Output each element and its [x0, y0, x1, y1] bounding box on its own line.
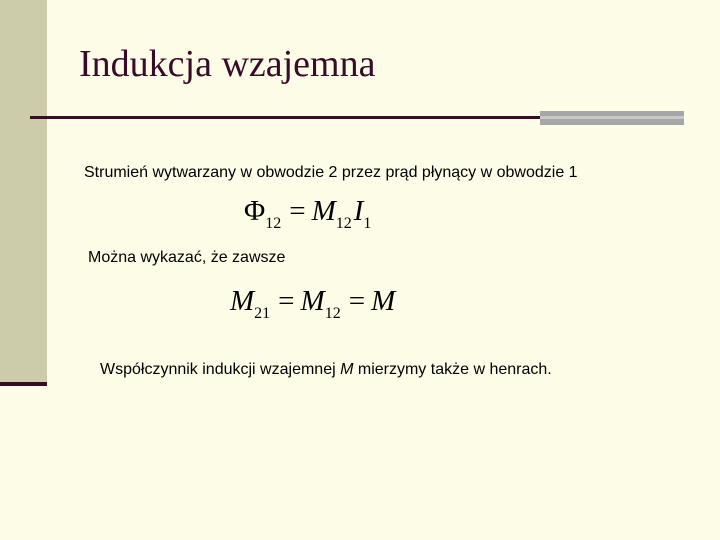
- text-henry-units: [100, 361, 552, 379]
- text-henry-after: mierzymy także w henrach.: [353, 361, 552, 378]
- eq2-m2: M: [300, 285, 325, 317]
- text-henry-symbol: M: [340, 361, 354, 378]
- text-henry-before: Współczynnik indukcji wzajemnej: [100, 361, 341, 378]
- eq1-i: I: [353, 195, 364, 227]
- eq1-sub-m: 12: [335, 215, 352, 232]
- title-underline-dark: [30, 116, 542, 119]
- eq2-equals-2: =: [348, 285, 366, 317]
- eq2-sub1: 21: [254, 305, 271, 322]
- eq2-sub2: 12: [324, 305, 341, 322]
- eq2-equals-1: =: [278, 285, 295, 317]
- eq1-m: M: [311, 195, 336, 227]
- eq1-sub-phi: 12: [265, 215, 282, 232]
- slide-title: Indukcja wzajemna: [79, 43, 376, 85]
- eq2-m3: M: [371, 285, 396, 317]
- side-decoration-bar: [0, 0, 47, 382]
- equation-flux: [244, 195, 373, 232]
- eq1-sub-i: 1: [363, 215, 372, 232]
- equation-mutual: [230, 285, 396, 322]
- eq1-equals: =: [289, 195, 306, 227]
- text-always: Można wykazać, że zawsze: [88, 249, 286, 266]
- title-underline-gray: [540, 111, 684, 125]
- eq2-m1: M: [230, 285, 255, 317]
- text-flux-description: Strumień wytwarzany w obwodzie 2 przez prąd płynący w obwodzie 1: [84, 164, 578, 181]
- eq1-phi: Φ: [244, 195, 266, 227]
- side-decoration-foot: [0, 382, 47, 386]
